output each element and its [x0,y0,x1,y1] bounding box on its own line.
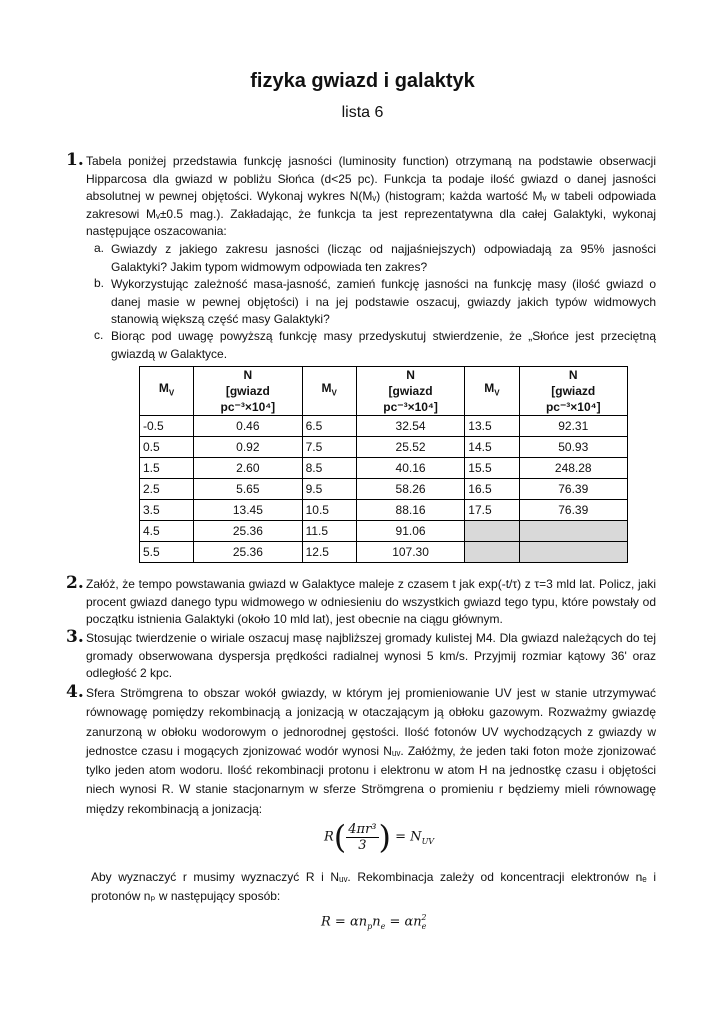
item-b-label: b. [94,276,105,290]
table-cell: 5.5 [140,542,194,563]
table-cell: 5.65 [194,479,302,500]
table-cell: 32.54 [356,416,464,437]
table-cell: 14.5 [465,437,519,458]
table-row [140,521,628,542]
page-subtitle: lista 6 [341,104,384,121]
question-1-text: Tabela poniżej przedstawia funkcję jasności (luminosity function) otrzymaną na podstawie obserwacji Hipparcosa dla gwiazd w pobliżu Słońca (d<25 pc). Funkcja ta podaje ilość gwiazd o danej jasności absolutnej w pewnej objętości. Wykonaj wykres N(Mᵥ) (histogram; każda wartość Mᵥ w tabeli odpowiada zakresowi Mᵥ±0.5 mag.). Zakładając, że funkcja ta jest reprezentatywna dla całej Galaktyki, wykonaj następujące oszacowania: [86,154,656,238]
item-c-text: Biorąc pod uwagę powyższą funkcję masy przedyskutuj stwierdzenie, że „Słońce jest przeciętną gwiazdą w Galaktyce. [111,329,656,361]
table-row [140,542,628,563]
table-cell: 12.5 [302,542,356,563]
table-cell-empty [519,542,628,563]
table-row [140,479,628,500]
table-cell: 92.31 [519,416,628,437]
col-header-n: N [gwiazd pc⁻³×10⁴] [356,367,464,416]
question-1-number: 1. [66,150,84,170]
col-header-mv: $M_V$ [302,367,356,416]
question-4-text-2: Aby wyznaczyć r musimy wyznaczyć R i Nᵤᵥ. Rekombinacja zależy od koncentracji elektronów nₑ i protonów nₚ w następujący sposób: [91,870,656,904]
table-cell-empty [465,521,519,542]
table-cell: 9.5 [302,479,356,500]
col-header-mv: $M_V$ [465,367,519,416]
table-cell: 0.92 [194,437,302,458]
table-cell: 2.60 [194,458,302,479]
table-row [140,500,628,521]
table-cell: 76.39 [519,479,628,500]
table-cell: 13.45 [194,500,302,521]
table-row [140,437,628,458]
table-cell: 15.5 [465,458,519,479]
table-cell: 2.5 [140,479,194,500]
question-3-number: 3. [66,627,84,647]
table-cell: 3.5 [140,500,194,521]
item-a-label: a. [94,241,105,255]
table-cell: 76.39 [519,500,628,521]
table-cell: 0.46 [194,416,302,437]
table-cell: 50.93 [519,437,628,458]
table-cell: 13.5 [465,416,519,437]
table-row [140,458,628,479]
table-cell: 107.30 [356,542,464,563]
table-cell: 25.36 [194,542,302,563]
table-cell: 248.28 [519,458,628,479]
col-header-mv: $M_V$ [140,367,194,416]
luminosity-function-table [139,366,628,563]
table-cell: -0.5 [140,416,194,437]
table-cell: 16.5 [465,479,519,500]
question-4-number: 4. [66,682,84,702]
question-2-text: Załóż, że tempo powstawania gwiazd w Galaktyce maleje z czasem t jak exp(-t/τ) z τ=3 mld lat. Policz, jaki procent gwiazd danego typu widmowego w odniesieniu do wszystkich gwiazd tego typu, które powstały od początku istnienia Galaktyki (około 10 mld lat), jest obecnie na ciągu głównym. [86,577,656,626]
table-row [140,416,628,437]
table-cell: 25.52 [356,437,464,458]
table-cell: 58.26 [356,479,464,500]
col-header-n: N [gwiazd pc⁻³×10⁴] [194,367,302,416]
table-cell: 0.5 [140,437,194,458]
table-cell: 4.5 [140,521,194,542]
table-cell: 6.5 [302,416,356,437]
table-cell-empty [519,521,628,542]
item-b-text: Wykorzystując zależność masa-jasność, zamień funkcję jasności na funkcję masy (ilość gwiazd o danej masie w pewnej objętości) i na jej podstawie oszacuj, gwiazdy jakich typów widmowych stanowią większą część masy Galaktyki? [111,277,656,326]
table-cell: 1.5 [140,458,194,479]
table-cell: 91.06 [356,521,464,542]
table-cell: 25.36 [194,521,302,542]
table-cell: 8.5 [302,458,356,479]
table-cell: 7.5 [302,437,356,458]
item-a-text: Gwiazdy z jakiego zakresu jasności (licząc od najjaśniejszych) odpowiadają za 95% jasności Galaktyki? Jakim typom widmowym odpowiada ten zakres? [111,242,656,274]
question-2-number: 2. [66,573,84,593]
item-c-label: c. [94,328,104,342]
question-3-text: Stosując twierdzenie o wiriale oszacuj masę najbliższej gromady kulistej M4. Dla gwiazd należących do tej gromady obserwowana dyspersja prędkości radialnej wynosi 5 km/s. Przyjmij rozmiar kątowy 36' oraz odległość 2 kpc. [86,631,656,680]
question-4-text: Sfera Strömgrena to obszar wokół gwiazdy, w którym jej promieniowanie UV jest w stanie utrzymywać równowagę pomiędzy rekombinacją a jonizacją w otaczającym ją obłoku gazowym. Rozważmy gwiazdę zanurzoną w obłoku wodorowym o jednorodnej gęstości. Ilość fotonów UV wychodzących z gwiazdy w jednostce czasu i mogących zjonizować wodór wynosi Nᵤᵥ. Załóżmy, że jeden taki foton może zjonizować tylko jeden atom wodoru. Ilość rekombinacji protonu i elektronu w atom H na jednostkę czasu i objętości niech wynosi R. W stanie stacjonarnym w sferze Strömgrena o promieniu r będziemy mieli równowagę między rekombinacją a jonizacją: [86,686,656,816]
table-cell: 88.16 [356,500,464,521]
table-cell: 40.16 [356,458,464,479]
table-cell: 17.5 [465,500,519,521]
page-title: fizyka gwiazd i galaktyk [250,70,475,92]
table-cell: 10.5 [302,500,356,521]
stromgren-equation: R( $\frac{\text{4πr³}}{3}$ ) = $N_{UV}$ [324,818,435,856]
table-cell-empty [465,542,519,563]
table-header-row [140,367,628,416]
table-cell: 11.5 [302,521,356,542]
col-header-n: N [gwiazd pc⁻³×10⁴] [519,367,628,416]
recombination-equation: $R = \alpha n_pn_e = \alpha n_e^2$ [321,913,427,931]
